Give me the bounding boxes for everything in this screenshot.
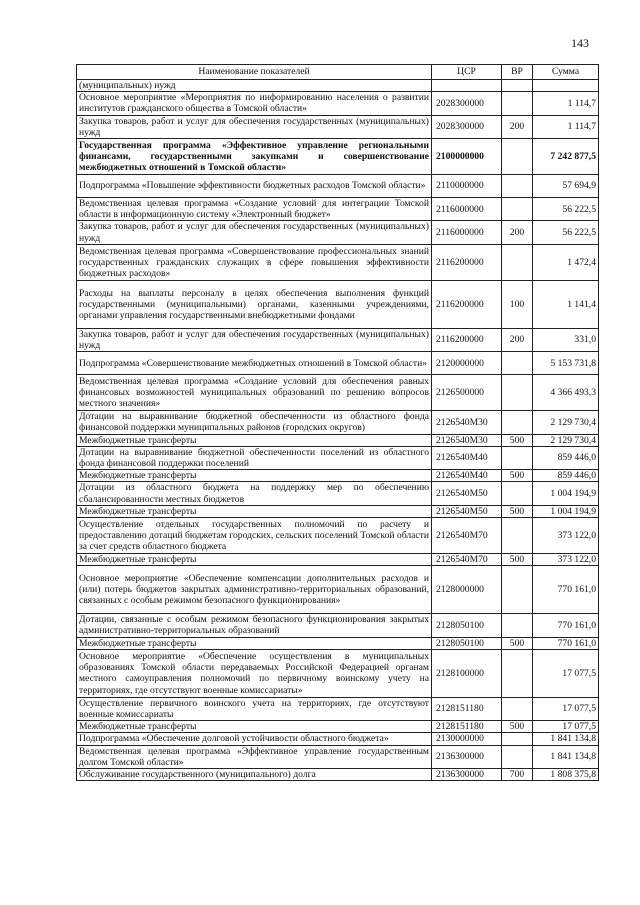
row-csr-cell: 2126540М50: [432, 505, 502, 517]
table-row: [77, 328, 599, 351]
row-vr-cell: [502, 411, 533, 434]
header-vr: ВР: [502, 65, 533, 80]
row-name-cell: Закупка товаров, работ и услуг для обеспечения государственных (муниципальных) нужд: [77, 115, 432, 138]
row-sum-cell: 17 077,5: [533, 697, 599, 720]
table-row: [77, 470, 599, 482]
row-sum-cell: 1 004 194,9: [533, 482, 599, 505]
row-csr-cell: 2120000000: [432, 352, 502, 375]
row-name-cell: Подпрограмма «Повышение эффективности бюджетных расходов Томской области»: [77, 175, 432, 198]
table-row: [77, 446, 599, 469]
row-vr-cell: [502, 139, 533, 175]
row-csr-cell: 2116000000: [432, 198, 502, 221]
row-sum-cell: 331,0: [533, 328, 599, 351]
row-sum-cell: 770 161,0: [533, 614, 599, 637]
row-name-cell: (муниципальных) нужд: [77, 80, 432, 92]
row-name-cell: Основное мероприятие «Обеспечение осуществления в муниципальных образованиях Томской области передаваемых Российской Федерацией органам местного самоуправления полномочий по первичному воинскому учету на территориях, где отсутствуют военные комиссариаты»: [77, 649, 432, 697]
row-name-cell: Закупка товаров, работ и услуг для обеспечения государственных (муниципальных) нужд: [77, 221, 432, 244]
row-vr-cell: [502, 697, 533, 720]
table-row: [77, 375, 599, 411]
row-name-cell: Межбюджетные трансферты: [77, 554, 432, 566]
table-row: [77, 505, 599, 517]
row-csr-cell: 2116000000: [432, 221, 502, 244]
row-vr-cell: 200: [502, 115, 533, 138]
row-vr-cell: [502, 352, 533, 375]
table-row: [77, 352, 599, 375]
row-csr-cell: 2130000000: [432, 733, 502, 745]
row-sum-cell: 1 141,4: [533, 280, 599, 328]
table-row: [77, 482, 599, 505]
row-csr-cell: 2126540М70: [432, 518, 502, 554]
row-sum-cell: 1 114,7: [533, 92, 599, 115]
row-vr-cell: 500: [502, 721, 533, 733]
table-row: [77, 554, 599, 566]
row-vr-cell: 500: [502, 470, 533, 482]
row-name-cell: Межбюджетные трансферты: [77, 505, 432, 517]
row-csr-cell: 2128151180: [432, 721, 502, 733]
row-vr-cell: [502, 745, 533, 768]
row-name-cell: Ведомственная целевая программа «Эффективное управление государственным долгом Томской области»: [77, 745, 432, 768]
row-name-cell: Основное мероприятие «Мероприятия по информированию населения о развитии институтов гражданского общества в Томской области»: [77, 92, 432, 115]
row-vr-cell: [502, 244, 533, 280]
row-name-cell: Расходы на выплаты персоналу в целях обеспечения выполнения функций государственными (муниципальными) органами, казенными учреждениями, органами управления государственными внебюджетными фондами: [77, 280, 432, 328]
row-sum-cell: 57 694,9: [533, 175, 599, 198]
row-vr-cell: 500: [502, 505, 533, 517]
row-csr-cell: 2128100000: [432, 649, 502, 697]
row-sum-cell: 859 446,0: [533, 470, 599, 482]
row-vr-cell: [502, 733, 533, 745]
row-name-cell: Ведомственная целевая программа «Совершенствование профессиональных знаний государственных гражданских служащих в сфере повышения эффективности бюджетных расходов»: [77, 244, 432, 280]
row-name-cell: Основное мероприятие «Обеспечение компенсации дополнительных расходов и (или) потерь бюджетов закрытых административно-территориальных образований, связанных с особым режимом безопасного функционирования»: [77, 566, 432, 614]
row-name-cell: Межбюджетные трансферты: [77, 470, 432, 482]
table-row: [77, 649, 599, 697]
row-name-cell: Осуществление отдельных государственных полномочий по расчету и предоставлению дотаций бюджетам городских, сельских поселений Томской области за счет средств областного бюджета: [77, 518, 432, 554]
row-name-cell: Межбюджетные трансферты: [77, 721, 432, 733]
row-csr-cell: 2028300000: [432, 92, 502, 115]
row-vr-cell: [502, 80, 533, 92]
row-sum-cell: 1 841 134,8: [533, 733, 599, 745]
row-sum-cell: 1 004 194,9: [533, 505, 599, 517]
row-csr-cell: 2136300000: [432, 745, 502, 768]
table-row: [77, 80, 599, 92]
row-sum-cell: 56 222,5: [533, 221, 599, 244]
row-sum-cell: 1 472,4: [533, 244, 599, 280]
row-vr-cell: [502, 566, 533, 614]
row-sum-cell: 770 161,0: [533, 566, 599, 614]
row-name-cell: Дотации, связанные с особым режимом безопасного функционирования закрытых административно-территориальных образований: [77, 614, 432, 637]
row-sum-cell: 56 222,5: [533, 198, 599, 221]
row-vr-cell: 700: [502, 769, 533, 781]
row-vr-cell: [502, 614, 533, 637]
row-sum-cell: 859 446,0: [533, 446, 599, 469]
row-sum-cell: 373 122,0: [533, 518, 599, 554]
row-sum-cell: 17 077,5: [533, 721, 599, 733]
row-vr-cell: 500: [502, 554, 533, 566]
table-row: [77, 745, 599, 768]
row-name-cell: Межбюджетные трансферты: [77, 434, 432, 446]
row-name-cell: Обслуживание государственного (муниципального) долга: [77, 769, 432, 781]
row-csr-cell: 2126540М30: [432, 411, 502, 434]
row-csr-cell: 2126540М30: [432, 434, 502, 446]
row-csr-cell: 2028300000: [432, 115, 502, 138]
header-sum: Сумма: [533, 65, 599, 80]
row-csr-cell: 2126500000: [432, 375, 502, 411]
table-row: [77, 637, 599, 649]
table-row: [77, 198, 599, 221]
row-name-cell: Дотации из областного бюджета на поддержку мер по обеспечению сбалансированности местных бюджетов: [77, 482, 432, 505]
row-sum-cell: 7 242 877,5: [533, 139, 599, 175]
row-name-cell: Дотации на выравнивание бюджетной обеспеченности поселений из областного фонда финансовой поддержки поселений: [77, 446, 432, 469]
row-sum-cell: 1 114,7: [533, 115, 599, 138]
row-name-cell: Осуществление первичного воинского учета на территориях, где отсутствуют военные комиссариаты: [77, 697, 432, 720]
row-name-cell: Межбюджетные трансферты: [77, 637, 432, 649]
row-name-cell: Ведомственная целевая программа «Создание условий для обеспечения равных финансовых возможностей муниципальных образований по решению вопросов местного значения»: [77, 375, 432, 411]
row-vr-cell: [502, 649, 533, 697]
row-csr-cell: 2126540М50: [432, 482, 502, 505]
row-name-cell: Подпрограмма «Совершенствование межбюджетных отношений в Томской области»: [77, 352, 432, 375]
row-vr-cell: [502, 175, 533, 198]
row-csr-cell: 2128000000: [432, 566, 502, 614]
row-vr-cell: [502, 375, 533, 411]
row-csr-cell: 2110000000: [432, 175, 502, 198]
table-row: [77, 733, 599, 745]
table-row: [77, 175, 599, 198]
table-row: [77, 221, 599, 244]
table-row: [77, 697, 599, 720]
table-row: [77, 244, 599, 280]
table-row: [77, 139, 599, 175]
row-sum-cell: 17 077,5: [533, 649, 599, 697]
row-vr-cell: [502, 92, 533, 115]
row-csr-cell: 2126540М70: [432, 554, 502, 566]
table-row: [77, 769, 599, 781]
header-name: Наименование показателей: [77, 65, 432, 80]
table-row: [77, 92, 599, 115]
row-sum-cell: 770 161,0: [533, 637, 599, 649]
row-name-cell: Ведомственная целевая программа «Создание условий для интеграции Томской области в информационную систему «Электронный бюджет»: [77, 198, 432, 221]
row-sum-cell: 1 841 134,8: [533, 745, 599, 768]
row-vr-cell: [502, 446, 533, 469]
table-row: [77, 411, 599, 434]
row-vr-cell: [502, 482, 533, 505]
row-csr-cell: 2116200000: [432, 244, 502, 280]
table-row: [77, 280, 599, 328]
row-csr-cell: 2126540М40: [432, 470, 502, 482]
row-csr-cell: 2116200000: [432, 328, 502, 351]
table-body: [77, 80, 599, 781]
row-vr-cell: 500: [502, 434, 533, 446]
row-sum-cell: 2 129 730,4: [533, 434, 599, 446]
row-vr-cell: 200: [502, 328, 533, 351]
table-row: [77, 434, 599, 446]
row-csr-cell: 2128151180: [432, 697, 502, 720]
row-csr-cell: 2100000000: [432, 139, 502, 175]
table-header-row: [77, 65, 599, 80]
row-sum-cell: 373 122,0: [533, 554, 599, 566]
row-name-cell: Государственная программа «Эффективное управление региональными финансами, государственными закупками и совершенствование межбюджетных отношений в Томской области»: [77, 139, 432, 175]
row-sum-cell: 1 808 375,8: [533, 769, 599, 781]
row-sum-cell: [533, 80, 599, 92]
row-csr-cell: [432, 80, 502, 92]
row-vr-cell: 200: [502, 221, 533, 244]
row-vr-cell: [502, 518, 533, 554]
budget-table: [76, 64, 599, 781]
page-number: 143: [571, 36, 589, 50]
row-sum-cell: 2 129 730,4: [533, 411, 599, 434]
row-csr-cell: 2126540М40: [432, 446, 502, 469]
row-csr-cell: 2116200000: [432, 280, 502, 328]
table-row: [77, 115, 599, 138]
row-csr-cell: 2128050100: [432, 614, 502, 637]
row-vr-cell: 500: [502, 637, 533, 649]
row-name-cell: Дотации на выравнивание бюджетной обеспеченности из областного фонда финансовой поддержки муниципальных районов (городских округов): [77, 411, 432, 434]
row-sum-cell: 4 366 493,3: [533, 375, 599, 411]
table-row: [77, 614, 599, 637]
table-row: [77, 518, 599, 554]
row-csr-cell: 2128050100: [432, 637, 502, 649]
row-csr-cell: 2136300000: [432, 769, 502, 781]
row-name-cell: Закупка товаров, работ и услуг для обеспечения государственных (муниципальных) нужд: [77, 328, 432, 351]
table-row: [77, 566, 599, 614]
row-vr-cell: [502, 198, 533, 221]
header-csr: ЦСР: [432, 65, 502, 80]
table-row: [77, 721, 599, 733]
row-name-cell: Подпрограмма «Обеспечение долговой устойчивости областного бюджета»: [77, 733, 432, 745]
row-sum-cell: 5 153 731,8: [533, 352, 599, 375]
row-vr-cell: 100: [502, 280, 533, 328]
